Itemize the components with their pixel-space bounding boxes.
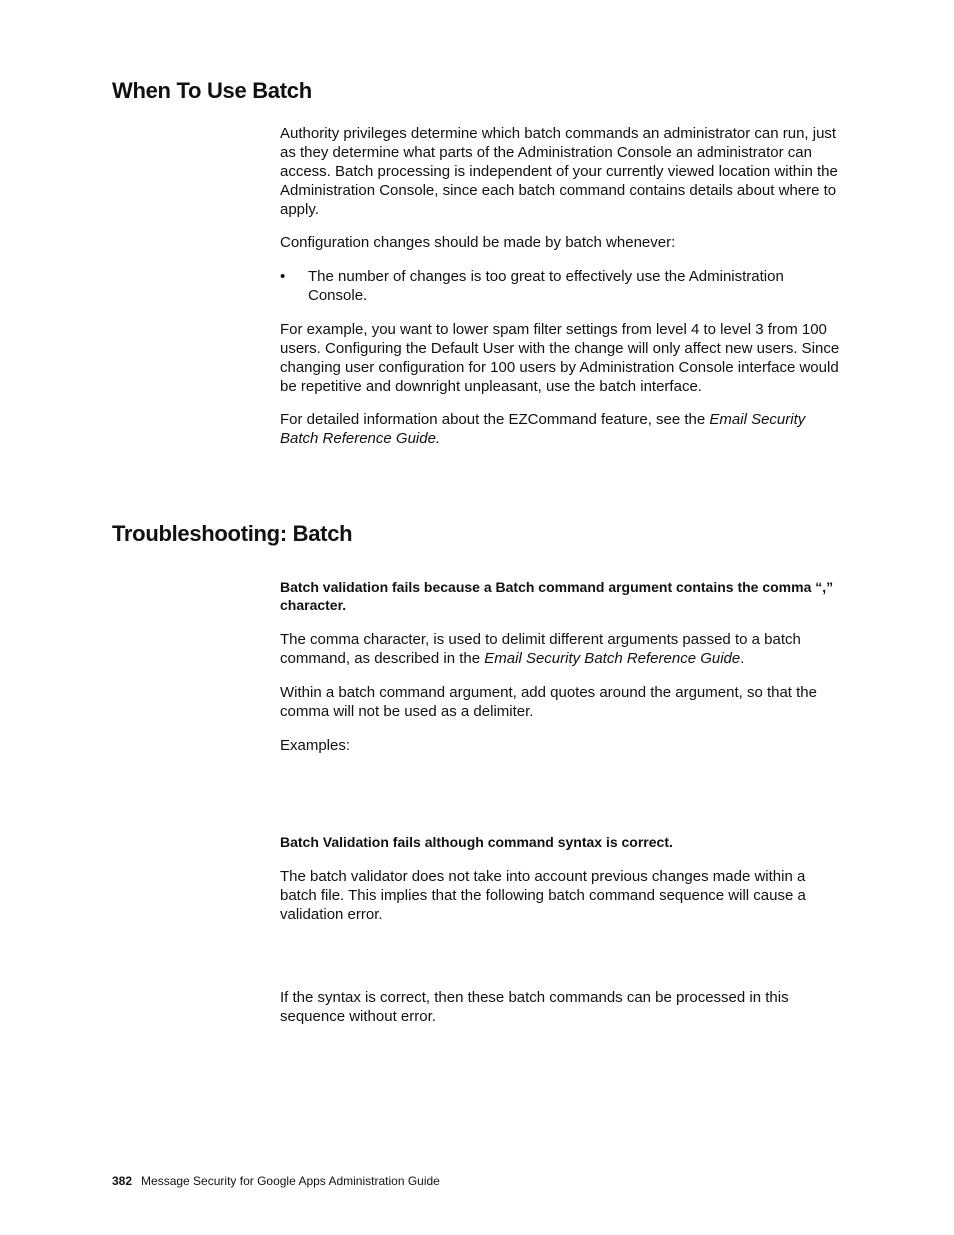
detailed-info-text: For detailed information about the EZCommand feature, see the (280, 411, 710, 428)
validator-paragraph: The batch validator does not take into account previous changes made within a batch file. This implies that the following batch command sequence will cause a validation error. (280, 868, 806, 923)
comma-delimiter-suffix: . (740, 650, 745, 667)
batch-reference-guide-title: Email Security Batch Reference Guide (484, 650, 741, 667)
authority-privileges-paragraph: Authority privileges determine which batch commands an administrator can run, just as they determine what parts of the Administration Console an administrator can access. Batch processing is independent of your currently viewed location within the Administration Console, since each batch command contains details about where to apply. (280, 125, 838, 218)
page-number: 382 (112, 1174, 133, 1188)
guide-title: Message Security for Google Apps Administration Guide (141, 1174, 440, 1188)
syntax-correct-paragraph: If the syntax is correct, then these batch commands can be processed in this sequence without error. (280, 989, 789, 1025)
issue-comma-title: Batch validation fails because a Batch command argument contains the comma “,” character. (280, 579, 834, 613)
page-footer (112, 1174, 440, 1189)
batch-reference-guide-link: Email Security Batch Reference Guide. (280, 411, 806, 447)
section-heading-troubleshooting-batch: Troubleshooting: Batch (112, 521, 353, 546)
detailed-info-paragraph (280, 410, 842, 448)
issue-validation-title: Batch Validation fails although command syntax is correct. (280, 834, 673, 850)
examples-label: Examples: (280, 737, 351, 754)
section-heading-when-to-use-batch: When To Use Batch (112, 78, 312, 103)
add-quotes-paragraph: Within a batch command argument, add quotes around the argument, so that the comma will not be used as a delimiter. (280, 684, 817, 720)
bullet-text: The number of changes is too great to effectively use the Administration Console. (308, 268, 784, 304)
bullet-marker: • (280, 268, 286, 285)
comma-delimiter-paragraph (280, 630, 842, 668)
example-paragraph: For example, you want to lower spam filter settings from level 4 to level 3 from 100 users. Configuring the Default User with the change will only affect new users. Since changing user configuration for 100 users by Administration Console interface would be repetitive and downright unpleasant, use the batch interface. (280, 321, 840, 395)
comma-delimiter-text: The comma character, is used to delimit different arguments passed to a batch command, as described in the (280, 631, 801, 667)
configuration-changes-paragraph: Configuration changes should be made by batch whenever: (280, 234, 676, 251)
bullet-list-item (280, 267, 842, 305)
